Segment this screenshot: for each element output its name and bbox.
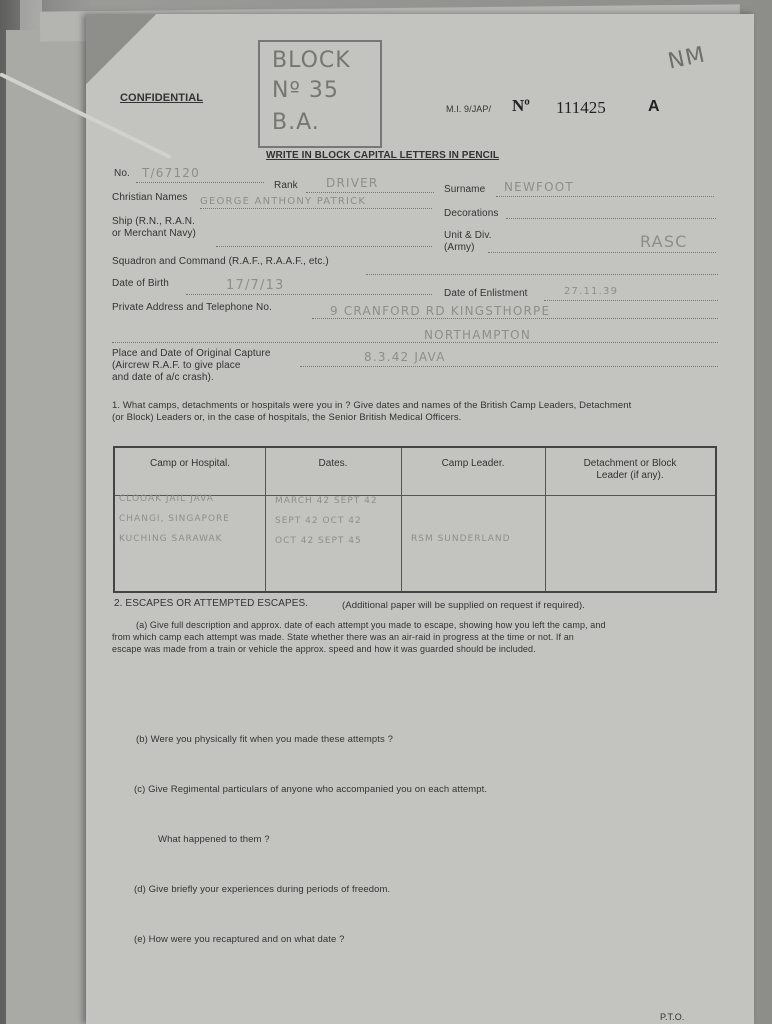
instruction-heading: WRITE IN BLOCK CAPITAL LETTERS IN PENCIL [266,150,500,161]
question-2-note: (Additional paper will be supplied on request if required). [342,600,586,611]
form-number: 111425 [556,98,606,117]
christian-names-value: GEORGE ANTHONY PATRICK [200,196,367,207]
table-row-1-camp: CLOOAK JAIL JAVA [119,494,214,504]
question-2a-line-1: (a) Give full description and approx. date of each attempt you made to escape, showing how you left the camp, and [136,620,606,630]
question-1-text-2: (or Block) Leaders or, in the case of hospitals, the Senior British Medical Officers. [112,412,462,423]
question-2b: (b) Were you physically fit when you made these attempts ? [136,734,393,745]
form-suffix: A [648,98,660,115]
table-row-2-camp: CHANGI, SINGAPORE [119,514,230,524]
capture-label-1: Place and Date of Original Capture [112,348,271,359]
reference-code: M.I. 9/JAP/ [446,104,492,114]
capture-value: 8.3.42 JAVA [364,350,446,364]
question-2a-line-3: escape was made from a train or vehicle the approx. speed and how it was guarded should be included. [112,644,536,654]
header-camp: Camp or Hospital. [149,458,231,469]
table-row-3-dates: OCT 42 SEPT 45 [275,536,362,546]
header-dates: Dates. [318,458,348,469]
address-label: Private Address and Telephone No. [112,302,272,313]
ship-label-1: Ship (R.N., R.A.N. [112,216,195,227]
capture-label-2: (Aircrew R.A.F. to give place [112,360,241,371]
page-turn-mark: P.T.O. [660,1012,685,1022]
surname-label: Surname [444,184,486,195]
decorations-label: Decorations [444,208,499,219]
no-label: No. [114,168,130,179]
handwritten-initials: NM [665,42,709,75]
address-value-2: NORTHAMPTON [424,328,531,342]
header-detachment-2: Leader (if any). [596,470,664,481]
table-row-1-dates: MARCH 42 SEPT 42 [275,496,378,506]
question-2a-line-2: from which camp each attempt was made. State whether there was an air-raid in progress at the time or not. If an [112,632,574,642]
stamp-line-3: B.A. [272,110,320,135]
unit-label-2: (Army) [444,242,475,253]
question-2c: (c) Give Regimental particulars of anyone who accompanied you on each attempt. [134,784,488,795]
header-leader: Camp Leader. [441,458,505,469]
table-row-2-dates: SEPT 42 OCT 42 [275,516,362,526]
unit-value: RASC [640,232,688,251]
rank-value: DRIVER [326,176,379,190]
christian-names-label: Christian Names [112,192,188,203]
capture-label-3: and date of a/c crash). [112,372,214,383]
question-2e: (e) How were you recaptured and on what date ? [134,934,345,945]
table-row-3-camp: KUCHING SARAWAK [119,534,223,544]
stamp-line-2: Nº 35 [272,78,339,103]
dob-value: 17/7/13 [226,278,285,293]
number-label: Nº [512,96,530,115]
question-2c-followup: What happened to them ? [158,834,270,845]
enlistment-label: Date of Enlistment [444,288,528,299]
header-detachment-1: Detachment or Block [583,458,677,469]
enlistment-value: 27.11.39 [564,286,619,297]
underlying-sheet [6,30,87,1024]
dob-label: Date of Birth [112,278,169,289]
camps-table [113,446,717,593]
table-row-3-leader: RSM SUNDERLAND [411,534,511,544]
surname-value: NEWFOOT [504,180,574,194]
ship-label-2: or Merchant Navy) [112,228,196,239]
rank-label: Rank [274,180,298,191]
unit-label-1: Unit & Div. [444,230,492,241]
block-stamp [258,40,382,148]
question-2d: (d) Give briefly your experiences during periods of freedom. [134,884,391,895]
squadron-label: Squadron and Command (R.A.F., R.A.A.F., etc.) [112,256,329,267]
no-value: T/67120 [142,166,200,180]
stamp-line-1: BLOCK [272,48,351,73]
question-2-title: 2. ESCAPES OR ATTEMPTED ESCAPES. [114,598,309,609]
confidential-label: CONFIDENTIAL [120,92,204,104]
question-1-text-1: 1. What camps, detachments or hospitals were you in ? Give dates and names of the British Camp Leaders, Detachment [112,400,632,411]
address-value-1: 9 CRANFORD RD KINGSTHORPE [330,304,551,318]
torn-corner [86,14,156,84]
